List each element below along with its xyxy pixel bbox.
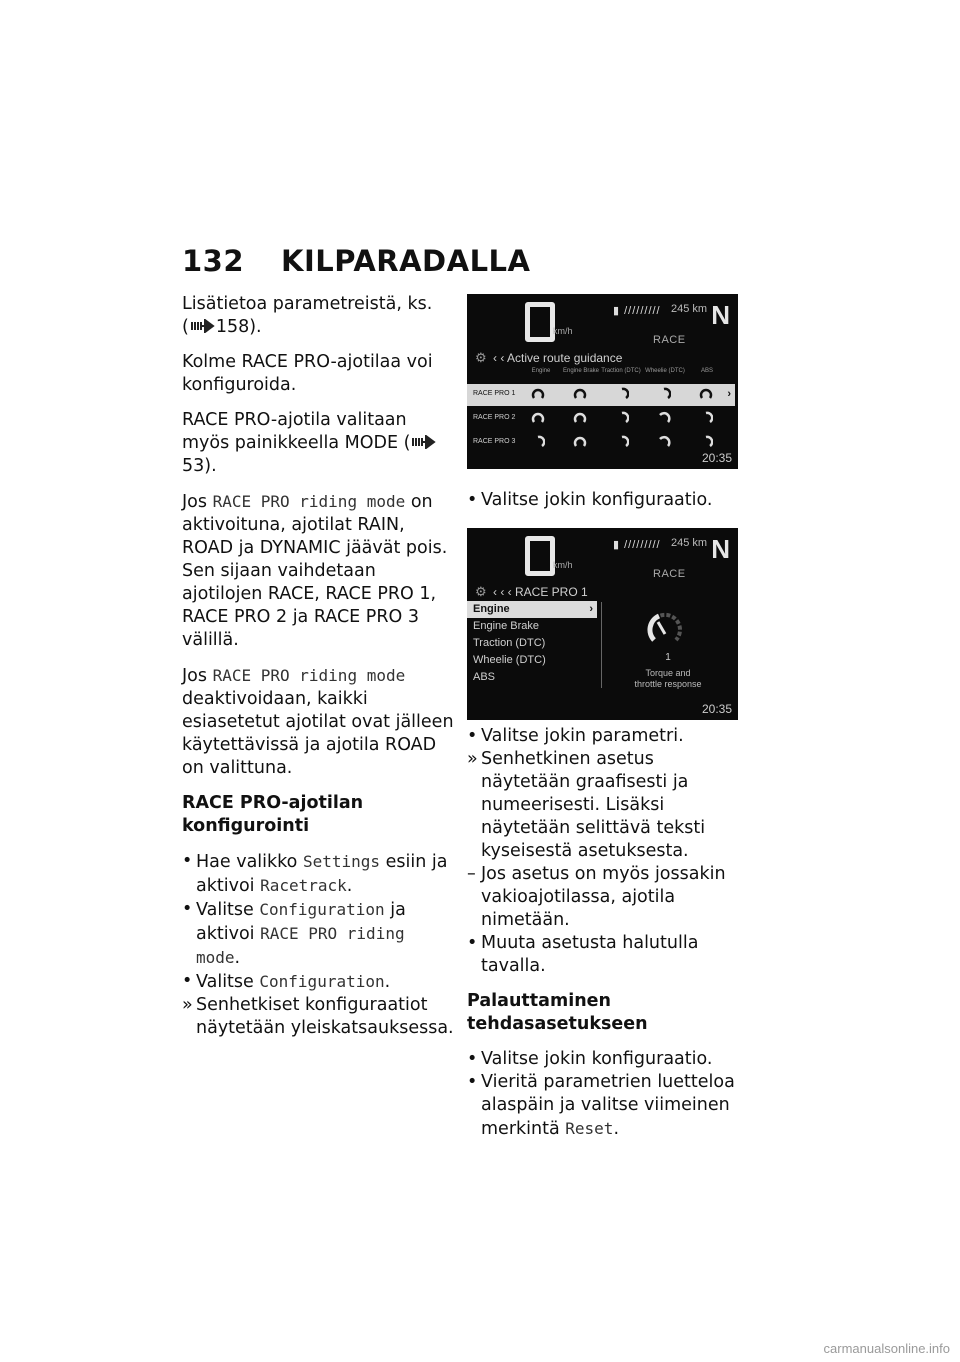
column-header: Wheelie (DTC) [645,368,685,374]
config-row[interactable]: RACE PRO 2 [467,408,735,430]
dashboard-screenshot-parameters [467,528,738,720]
gear-indicator: N [711,300,730,330]
riding-mode: RACE [653,334,686,346]
riding-mode: RACE [653,568,686,580]
paragraph-three-modes: Kolme RACE PRO-ajotilaa voi konfiguroida. [182,352,433,395]
reference-page[interactable]: 53). [182,456,217,476]
list-item: • Valitse jokin konfiguraatio. [467,490,713,510]
list-item: • Valitse jokin parametri. [467,726,684,746]
chevron-right-icon: › [589,603,593,615]
bullet-icon: • [182,899,193,919]
chevron-right-icon: › [727,388,731,400]
list-item: • Muuta asetusta halutulla tavalla. [467,933,699,976]
setting-dial-icon [573,387,587,401]
speed-display [525,536,555,576]
settings-gear-icon: ⚙ [475,350,487,365]
bullet-icon: • [182,971,193,991]
setting-dial-icon [573,411,587,425]
right-column-upper [467,489,743,512]
reference-arrow-icon [412,435,436,449]
list-item: • Hae valikko Settings esiin ja aktivoi Racetrack. [182,851,448,896]
section-subheading: Palauttaminen tehdasasetukseen [467,991,648,1034]
setting-dial-icon [531,435,545,449]
page-title: KILPARADALLA [281,244,531,278]
gear-indicator: N [711,534,730,564]
paragraph-deactivated: Jos RACE PRO riding mode deaktivoidaan, kaikki esiasetetut ajotilat ovat jälleen käytettävissä ja ajotila ROAD on valittuna. [182,666,454,778]
bullet-icon: • [467,933,478,953]
list-item: • Valitse jokin konfiguraatio. [467,1049,713,1069]
code-text: RACE PRO riding mode [212,492,406,511]
config-row[interactable]: RACE PRO 1 › [467,384,735,406]
clock: 20:35 [701,702,732,716]
bullet-icon: • [467,490,478,510]
paragraph-mode-button: RACE PRO-ajotila valitaan myös painikkeella MODE (53). [182,409,454,478]
column-header: Engine [531,368,551,374]
parameter-item[interactable]: Traction (DTC) [473,637,546,649]
menu-title: ‹ ‹ Active route guidance [493,351,623,365]
speed-display [525,302,555,342]
parameter-item[interactable]: Wheelie (DTC) [473,654,546,666]
setting-dial-icon [657,411,671,425]
paragraph-more-info: Lisätietoa parametreistä, ks. ( 158). [182,294,433,337]
setting-dial-icon [531,411,545,425]
setting-dial-icon [699,435,713,449]
dash-icon: – [467,864,476,884]
parameter-item[interactable]: Engine Brake [473,620,540,632]
range-value: 245 km [671,303,708,315]
reference-page[interactable]: 158). [215,317,262,337]
result-item: » Senhetkiset konfiguraatiot näytetään yleiskatsauksessa. [182,995,454,1038]
section-subheading: RACE PRO-ajotilan konfigurointi [182,793,364,836]
left-column [182,293,454,1040]
column-header: Engine Brake [562,368,600,374]
page-number: 132 [182,244,245,278]
list-item: • Valitse Configuration. [182,971,391,992]
reference-arrow-icon [191,319,215,333]
fuel-gauge: ▮ ///////// [613,305,661,317]
right-column-lower [467,725,745,1141]
list-item: • Valitse Configuration ja aktivoi RACE PRO riding mode. [182,899,406,968]
result-arrow-icon: » [182,995,193,1015]
setting-dial-icon [699,411,713,425]
status-bar: km/h ▮ ///////// 245 km RACE N [467,528,738,580]
parameter-item[interactable]: Engine › [467,601,597,618]
page-heading [182,244,530,278]
setting-dial-icon [615,411,629,425]
column-header: Traction (DTC) [601,368,641,374]
watermark[interactable]: carmanualsonline.info [823,1341,950,1356]
setting-dial-icon [615,387,629,401]
result-item: » Senhetkinen asetus näytetään graafisesti ja numeerisesti. Lisäksi näytetään selittävä teksti kyseisestä asetuksesta. [467,749,706,861]
status-bar: km/h ▮ ///////// 245 km RACE N [467,294,738,346]
bullet-icon: • [182,851,193,871]
clock: 20:35 [701,451,732,465]
setting-dial-icon [657,387,671,401]
engine-setting-dial-icon [645,608,685,648]
settings-gear-icon: ⚙ [475,584,487,599]
note-item: – Jos asetus on myös jossakin vakioajotilassa, ajotila nimetään. [467,864,726,930]
setting-dial-icon [699,387,713,401]
setting-dial-icon [615,435,629,449]
range-value: 245 km [671,537,708,549]
config-row[interactable]: RACE PRO 3 [467,432,735,454]
paragraph-activated: Jos RACE PRO riding mode on aktivoituna, ajotilat RAIN, ROAD ja DYNAMIC jäävät pois. Sen sijaan vaihdetaan ajotilojen RACE, RACE PRO 1, RACE PRO 2 ja RACE PRO 3 välillä. [182,492,448,650]
menu-title: ‹ ‹ ‹ RACE PRO 1 [493,585,588,599]
fuel-gauge: ▮ ///////// [613,539,661,551]
setting-dial-icon [573,435,587,449]
parameter-list [467,601,597,686]
parameter-item[interactable]: ABS [473,671,496,683]
bullet-icon: • [467,1072,478,1092]
column-header: ABS [700,368,713,374]
result-arrow-icon: » [467,749,478,769]
code-text: RACE PRO riding mode [212,666,406,685]
dashboard-screenshot-configurations [467,294,738,469]
list-item: • Vieritä parametrien luetteloa alaspäin ja valitse viimeinen merkintä Reset. [467,1072,735,1139]
setting-dial-icon [531,387,545,401]
bullet-icon: • [467,726,478,746]
parameter-description: Torque and throttle response [634,668,702,689]
parameter-value: 1 [665,652,671,663]
setting-dial-icon [657,435,671,449]
bullet-icon: • [467,1049,478,1069]
